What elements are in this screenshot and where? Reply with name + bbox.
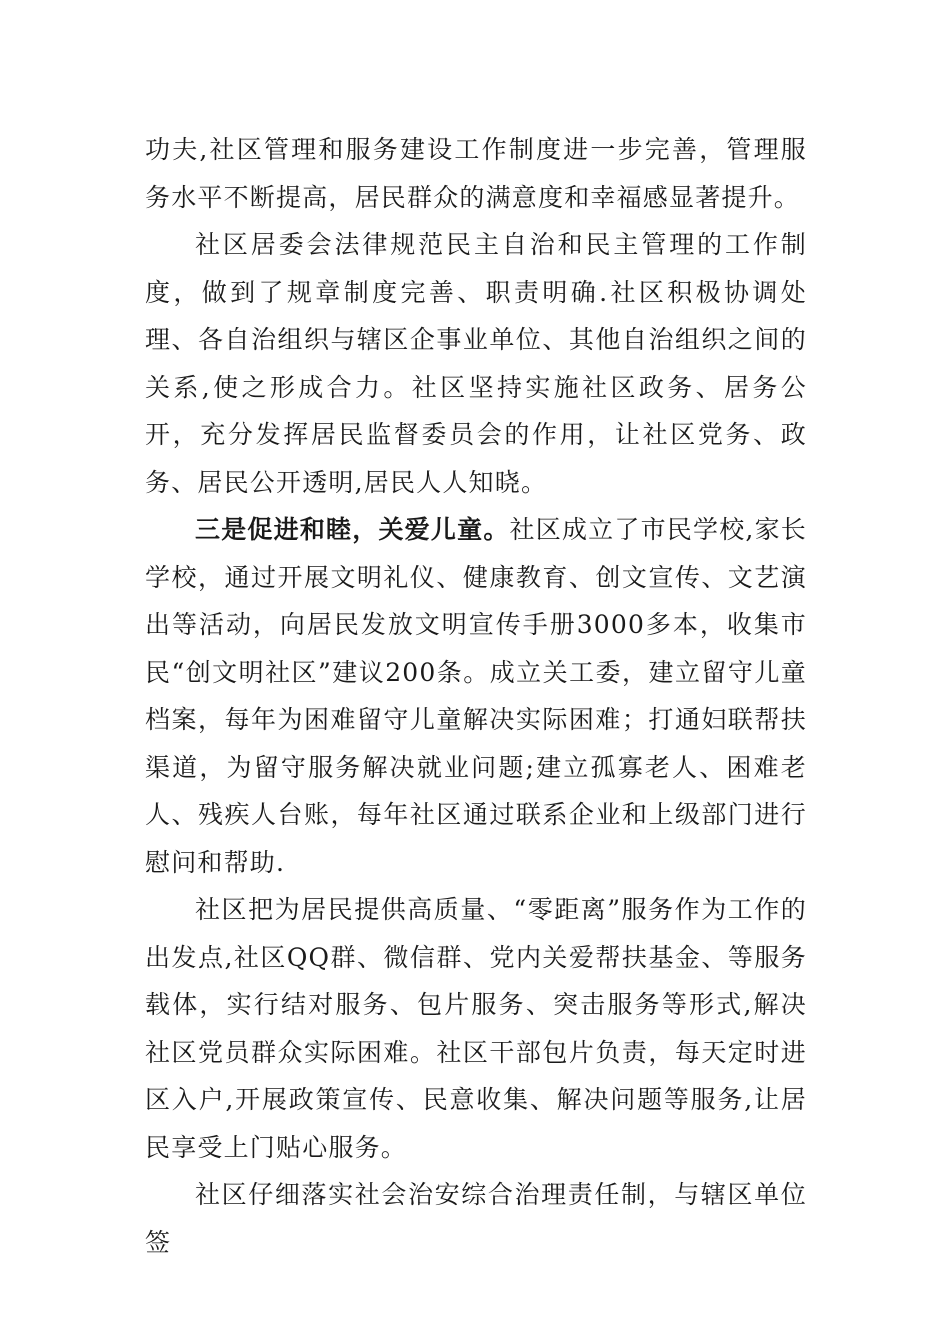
paragraph-text: 社区把为居民提供高质量、“零距离”服务作为工作的出发点,社区QQ群、微信群、党内关爱帮扶基金、等服务载体，实行结对服务、包片服务、突击服务等形式,解决社区党员群众实际困难。社区干部包片负责，每天定时进区入户,开展政策宣传、民意收集、解决问题等服务,让居民享受上门贴心服务。 xyxy=(145,895,807,1162)
paragraph-public-security xyxy=(145,1171,807,1266)
paragraph-residents-committee xyxy=(145,221,807,506)
paragraph-text: 社区成立了市民学校,家长学校，通过开展文明礼仪、健康教育、创文宣传、文艺演出等活动，向居民发放文明宣传手册3000多本，收集市民“创文明社区”建议200条。成立关工委，建立留守儿童档案，每年为困难留守儿童解决实际困难；打通妇联帮扶渠道，为留守服务解决就业问题;建立孤寡老人、困难老人、残疾人台账，每年社区通过联系企业和上级部门进行慰问和帮助. xyxy=(145,515,807,877)
paragraph-text: 社区仔细落实社会治安综合治理责任制，与辖区单位签 xyxy=(145,1180,807,1257)
paragraph-lead-heading: 三是促进和睦，关爱儿童。 xyxy=(195,515,510,544)
document-body xyxy=(145,126,807,1266)
paragraph-harmony-children xyxy=(145,506,807,886)
paragraph-text: 功夫,社区管理和服务建设工作制度进一步完善，管理服务水平不断提高，居民群众的满意度和幸福感显著提升。 xyxy=(145,135,807,212)
paragraph-text: 社区居委会法律规范民主自治和民主管理的工作制度，做到了规章制度完善、职责明确.社区积极协调处理、各自治组织与辖区企事业单位、其他自治组织之间的关系,使之形成合力。社区坚持实施社区政务、居务公开，充分发挥居民监督委员会的作用，让社区党务、政务、居民公开透明,居民人人知晓。 xyxy=(145,230,807,497)
paragraph-continuation xyxy=(145,126,807,221)
paragraph-zero-distance-service xyxy=(145,886,807,1171)
